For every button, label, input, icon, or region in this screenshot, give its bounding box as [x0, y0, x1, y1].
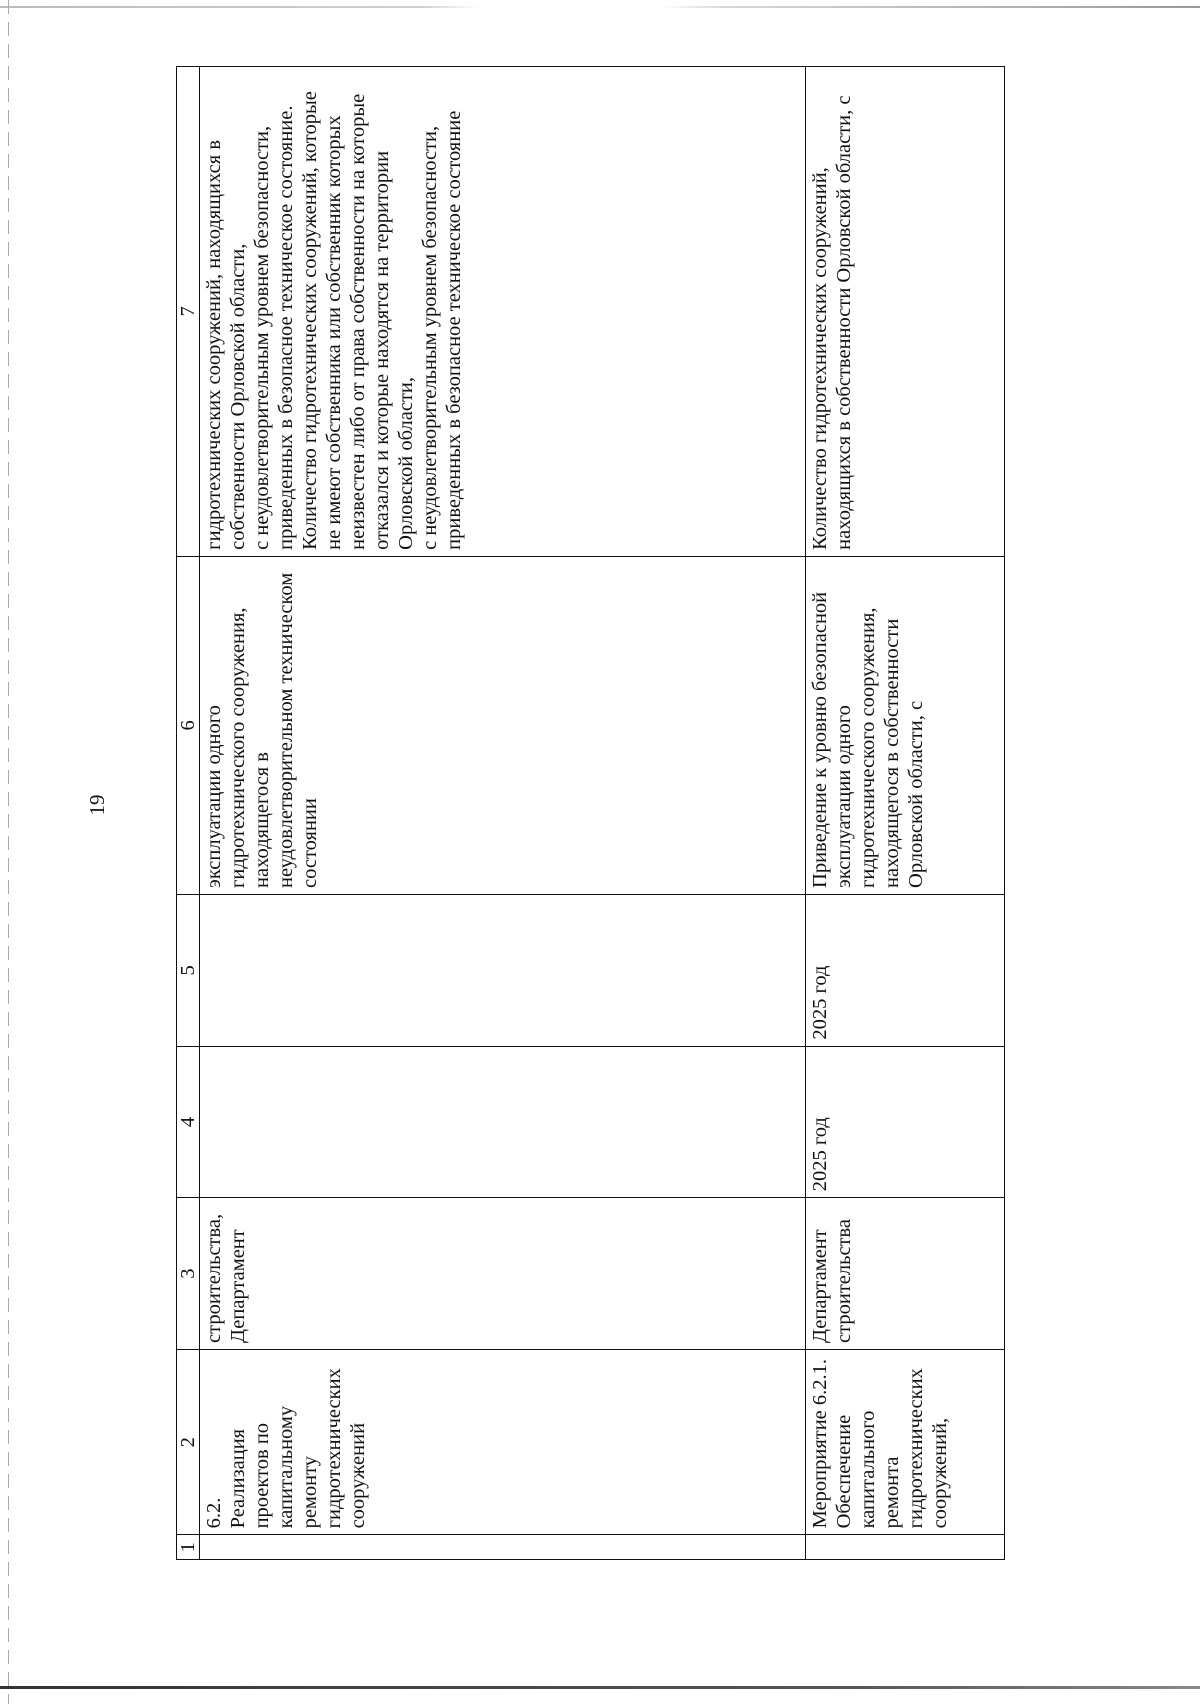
cell-expected-result: эксплуатации одного гидротехнического сооружения, находящегося в неудовлетворительном техническом состоянии [200, 556, 806, 894]
cell-start-year [200, 1046, 806, 1198]
cell-end-year [200, 894, 806, 1046]
cell-responsible: Департамент строительства [806, 1198, 1005, 1350]
cell-number [200, 1535, 806, 1560]
page-number: 19 [85, 794, 109, 816]
scan-artifact-left-line [8, 0, 9, 1704]
cell-name: Мероприятие 6.2.1. Обеспечение капитального ремонта гидротехнических сооружений, [806, 1349, 1005, 1534]
column-header-4: 4 [177, 1046, 200, 1198]
cell-indicator: гидротехнических сооружений, находящихся в собственности Орловской области, с неудовлетворительным уровнем безопасности, приведенных в безопасное техническое состояние. Количество гидротехнических сооружений, которые не имеют собственника или собственник которых неизвестен либо от права собственности на которые отказался и которые находятся на территории Орловской области, с неудовлетворительным уровнем безопасности, приведенных в безопасное техническое состояние [200, 67, 806, 557]
table-header-row [177, 67, 200, 1560]
cell-indicator: Количество гидротехнических сооружений, находящихся в собственности Орловской области, с [806, 67, 1005, 557]
cell-start-year: 2025 год [806, 1046, 1005, 1198]
column-header-1: 1 [177, 1535, 200, 1560]
scan-artifact-top-line [0, 6, 1200, 8]
column-header-5: 5 [177, 894, 200, 1046]
document-table [176, 66, 1005, 1560]
table-row [200, 67, 806, 1560]
column-header-2: 2 [177, 1349, 200, 1534]
cell-responsible: строительства, Департамент [200, 1198, 806, 1350]
scan-artifact-bottom-line [0, 1686, 1200, 1689]
rotated-table-container [176, 66, 1008, 1560]
table-row [806, 67, 1005, 1560]
column-header-6: 6 [177, 556, 200, 894]
cell-number [806, 1535, 1005, 1560]
cell-expected-result: Приведение к уровню безопасной эксплуатации одного гидротехнического сооружения, находящегося в собственности Орловской области, с [806, 556, 1005, 894]
cell-name: 6.2. Реализация проектов по капитальному ремонту гидротехнических сооружений [200, 1349, 806, 1534]
column-header-7: 7 [177, 67, 200, 557]
column-header-3: 3 [177, 1198, 200, 1350]
cell-end-year: 2025 год [806, 894, 1005, 1046]
